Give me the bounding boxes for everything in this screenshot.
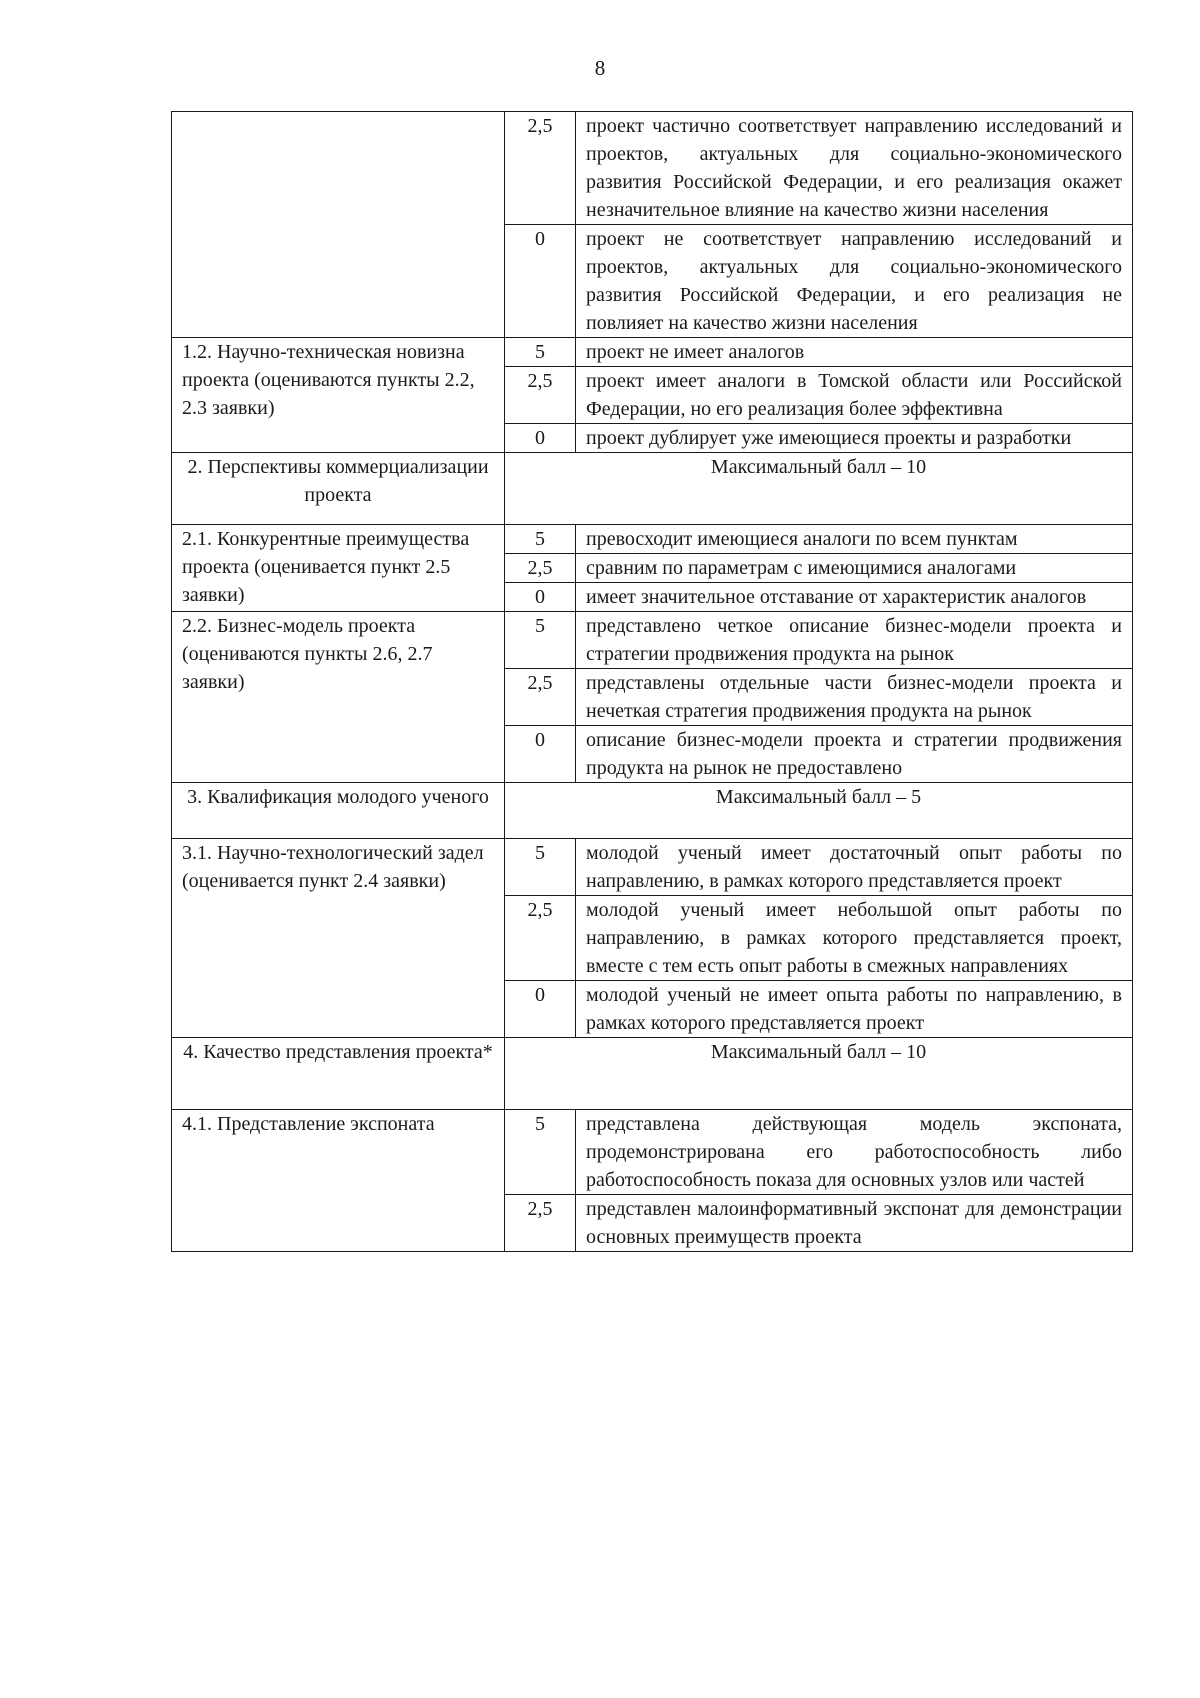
- score-cell: 2,5: [505, 1195, 576, 1252]
- table-row: [172, 112, 1133, 225]
- description-cell: описание бизнес-модели проекта и стратегии продвижения продукта на рынок не предоставлено: [576, 726, 1133, 783]
- description-cell: имеет значительное отставание от характеристик аналогов: [576, 583, 1133, 612]
- description-cell: сравним по параметрам с имеющимися аналогами: [576, 554, 1133, 583]
- table-row: [172, 1110, 1133, 1195]
- description-cell: проект дублирует уже имеющиеся проекты и разработки: [576, 424, 1133, 453]
- score-cell: 2,5: [505, 669, 576, 726]
- max-score: Максимальный балл – 10: [505, 453, 1133, 525]
- description-cell: проект частично соответствует направлению исследований и проектов, актуальных для социально-экономического развития Российской Федерации, и его реализация окажет незначительное влияние на качество жизни населения: [576, 112, 1133, 225]
- description-cell: молодой ученый не имеет опыта работы по направлению, в рамках которого представляется проект: [576, 981, 1133, 1038]
- description-cell: представлен малоинформативный экспонат для демонстрации основных преимуществ проекта: [576, 1195, 1133, 1252]
- description-cell: представлена действующая модель экспоната, продемонстрирована его работоспособность либо работоспособность показа для основных узлов или частей: [576, 1110, 1133, 1195]
- description-cell: молодой ученый имеет достаточный опыт работы по направлению, в рамках которого представляется проект: [576, 839, 1133, 896]
- section-title: 2. Перспективы коммерциализации проекта: [172, 453, 505, 525]
- score-cell: 2,5: [505, 367, 576, 424]
- description-cell: превосходит имеющиеся аналоги по всем пунктам: [576, 525, 1133, 554]
- page-number: 8: [594, 56, 606, 80]
- score-cell: 2,5: [505, 112, 576, 225]
- table-row: [172, 612, 1133, 669]
- table-row: [172, 338, 1133, 367]
- score-cell: 0: [505, 424, 576, 453]
- score-cell: 5: [505, 338, 576, 367]
- description-cell: молодой ученый имеет небольшой опыт работы по направлению, в рамках которого представляется проект, вместе с тем есть опыт работы в смежных направлениях: [576, 896, 1133, 981]
- score-cell: 2,5: [505, 896, 576, 981]
- score-cell: 0: [505, 981, 576, 1038]
- criterion-name-cell: 3.1. Научно-технологический задел (оценивается пункт 2.4 заявки): [172, 839, 505, 1038]
- score-cell: 5: [505, 612, 576, 669]
- score-cell: 5: [505, 1110, 576, 1195]
- max-score: Максимальный балл – 10: [505, 1038, 1133, 1110]
- criterion-name-cell: [172, 112, 505, 338]
- score-cell: 5: [505, 525, 576, 554]
- score-cell: 0: [505, 225, 576, 338]
- description-cell: проект не имеет аналогов: [576, 338, 1133, 367]
- table-row: [172, 525, 1133, 554]
- description-cell: представлены отдельные части бизнес-модели проекта и нечеткая стратегия продвижения продукта на рынок: [576, 669, 1133, 726]
- score-cell: 2,5: [505, 554, 576, 583]
- section-row: [172, 1038, 1133, 1110]
- score-cell: 0: [505, 726, 576, 783]
- section-row: [172, 453, 1133, 525]
- description-cell: проект не соответствует направлению исследований и проектов, актуальных для социально-экономического развития Российской Федерации, и его реализация не повлияет на качество жизни населения: [576, 225, 1133, 338]
- max-score: Максимальный балл – 5: [505, 783, 1133, 839]
- criterion-name-cell: 2.2. Бизнес-модель проекта (оцениваются пункты 2.6, 2.7 заявки): [172, 612, 505, 783]
- description-cell: проект имеет аналоги в Томской области или Российской Федерации, но его реализация более эффективна: [576, 367, 1133, 424]
- criteria-table: [171, 111, 1133, 1252]
- criterion-name-cell: 4.1. Представление экспоната: [172, 1110, 505, 1252]
- table-row: [172, 839, 1133, 896]
- description-cell: представлено четкое описание бизнес-модели проекта и стратегии продвижения продукта на рынок: [576, 612, 1133, 669]
- criterion-name-cell: 2.1. Конкурентные преимущества проекта (оценивается пункт 2.5 заявки): [172, 525, 505, 612]
- section-title: 4. Качество представления проекта*: [172, 1038, 505, 1110]
- score-cell: 0: [505, 583, 576, 612]
- criterion-name-cell: 1.2. Научно-техническая новизна проекта (оцениваются пункты 2.2, 2.3 заявки): [172, 338, 505, 453]
- section-title: 3. Квалификация молодого ученого: [172, 783, 505, 839]
- section-row: [172, 783, 1133, 839]
- score-cell: 5: [505, 839, 576, 896]
